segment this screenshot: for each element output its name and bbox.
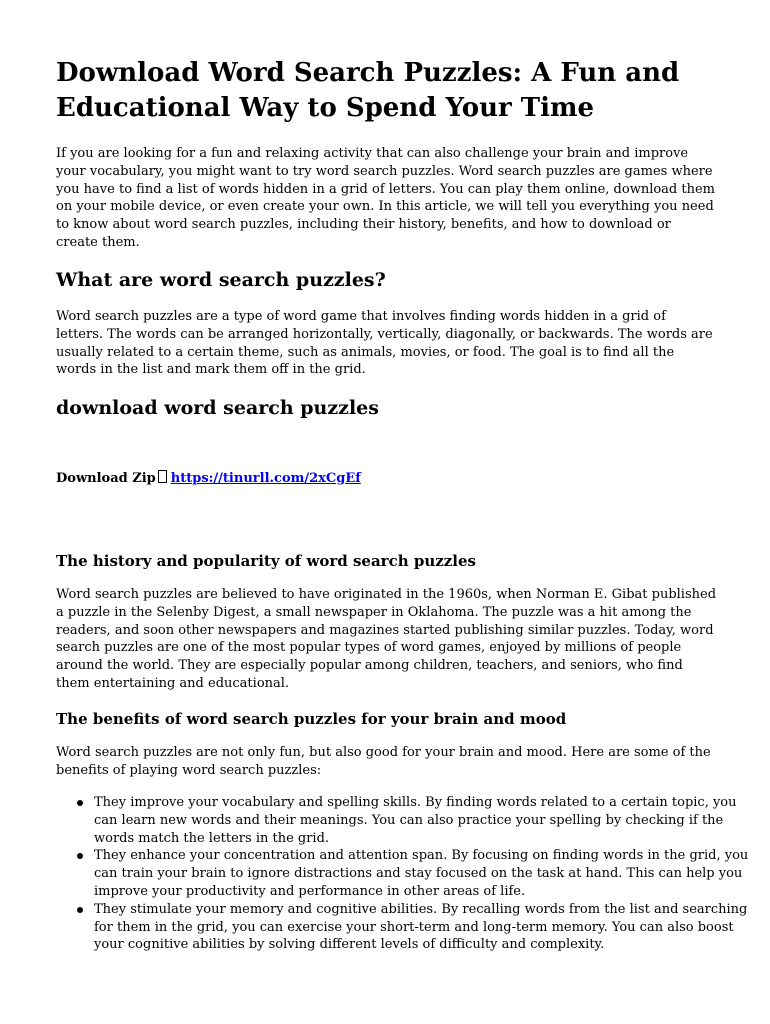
- benefits-list: [56, 794, 754, 954]
- section-heading-benefits: The benefits of word search puzzles for your brain and mood: [56, 710, 567, 728]
- intro-paragraph: If you are looking for a fun and relaxing activity that can also challenge your brain and improve your vocabulary, you might want to try word search puzzles. Word search puzzles are games where you have to find a list of words hidden in a grid of letters. You can play them online, download them on your mobile device, or even create your own. In this article, we will tell you everything you need to know about word search puzzles, including their history, benefits, and how to download or create them.: [56, 146, 715, 250]
- arrow-icon: [158, 470, 167, 483]
- list-item: They enhance your concentration and attention span. By focusing on finding words in the grid, you can train your brain to ignore distractions and stay focused on the task at hand. This can help you improve your productivity and performance in other areas of life.: [94, 847, 754, 900]
- download-link[interactable]: https://tinurll.com/2xCgEf: [170, 471, 361, 486]
- history-paragraph: Word search puzzles are believed to have originated in the 1960s, when Norman E. Gibat published a puzzle in the Selenby Digest, a small newspaper in Oklahoma. The puzzle was a hit among the readers, and soon other newspapers and magazines started publishing similar puzzles. Today, word search puzzles are one of the most popular types of word games, enjoyed by millions of people around the world. They are especially popular among children, teachers, and seniors, who find them entertaining and educational.: [56, 587, 717, 691]
- list-item: They stimulate your memory and cognitive abilities. By recalling words from the list and searching for them in the grid, you can exercise your short-term and long-term memory. You can also boost your cognitive abilities by solving different levels of difficulty and complexity.: [94, 901, 754, 954]
- benefits-paragraph: Word search puzzles are not only fun, but also good for your brain and mood. Here are some of the benefits of playing word search puzzles:: [56, 745, 711, 778]
- page-title: Download Word Search Puzzles: A Fun and Educational Way to Spend Your Time: [56, 58, 680, 123]
- keyword-heading: download word search puzzles: [56, 397, 379, 419]
- download-label: Download Zip: [56, 471, 156, 486]
- bullet-icon: [77, 800, 83, 806]
- bullet-icon: [77, 853, 83, 859]
- section-heading-what: What are word search puzzles?: [56, 269, 386, 291]
- download-line: [56, 470, 361, 488]
- what-paragraph: Word search puzzles are a type of word game that involves finding words hidden in a grid of letters. The words can be arranged horizontally, vertically, diagonally, or backwards. The words are usually related to a certain theme, such as animals, movies, or food. The goal is to find all the words in the list and mark them off in the grid.: [56, 309, 713, 378]
- list-item: They improve your vocabulary and spelling skills. By finding words related to a certain topic, you can learn new words and their meanings. You can also practice your spelling by checking if the words match the letters in the grid.: [94, 794, 754, 847]
- bullet-icon: [77, 907, 83, 913]
- section-heading-history: The history and popularity of word search puzzles: [56, 552, 476, 570]
